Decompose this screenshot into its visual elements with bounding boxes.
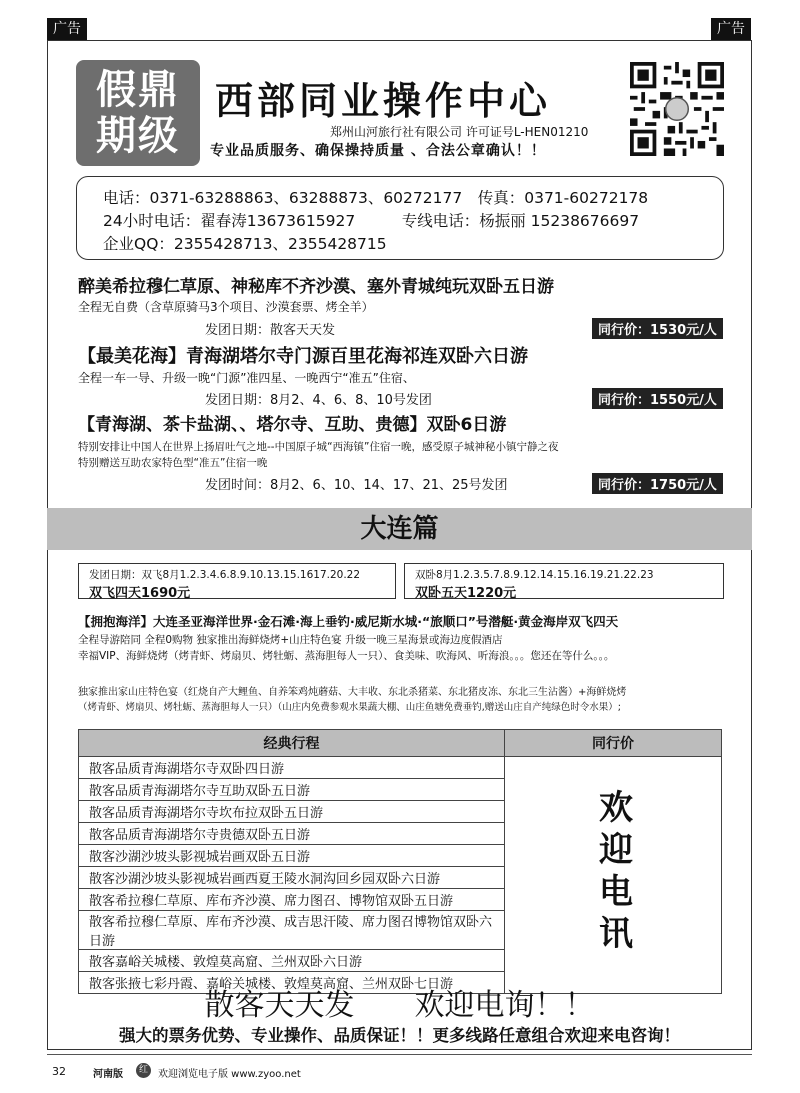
edition-badge-icon: 红 [136, 1063, 151, 1078]
contact-hotline: 24小时电话：翟春涛13673615927 专线电话：杨振丽 15238676697 [103, 212, 640, 230]
route-price-badge: 同行价：1550元/人 [592, 388, 723, 409]
table-row [79, 757, 722, 779]
route-desc-extra: 特别赠送互助农家特色型“准五”住宿一晚 [78, 457, 268, 469]
classic-routes-table [78, 729, 722, 994]
table-cell-route: 散客品质青海湖塔尔寺双卧四日游 [79, 757, 505, 779]
table-header-route: 经典行程 [79, 730, 505, 757]
section-banner-dalian: 大连篇 [47, 508, 752, 550]
dalian-flight-dates: 发团日期：双飞8月1.2.3.4.6.8.9.10.13.15.1617.20.22 [89, 569, 361, 581]
page-title: 西部同业操作中心 [215, 79, 552, 123]
table-cell-route: 散客沙湖沙坡头影视城岩画西夏王陵水洞沟回乡园双卧六日游 [79, 867, 505, 889]
contact-qq: 企业QQ：2355428713、2355428715 [103, 235, 387, 253]
table-cell-route: 散客沙湖沙坡头影视城岩画双卧五日游 [79, 845, 505, 867]
ad-tag-left: 广告 [47, 18, 87, 40]
table-cell-route: 散客张掖七彩丹霞、嘉峪关城楼、敦煌莫高窟、兰州双卧七日游 [79, 972, 505, 994]
table-cell-route: 散客希拉穆仁草原、库布齐沙漠、席力图召、博物馆双卧五日游 [79, 889, 505, 911]
page-number: 32 [52, 1065, 66, 1078]
route-price-badge: 同行价：1530元/人 [592, 318, 723, 339]
table-cell-route: 散客品质青海湖塔尔寺互助双卧五日游 [79, 779, 505, 801]
table-cell-route: 散客品质青海湖塔尔寺坎布拉双卧五日游 [79, 801, 505, 823]
dalian-train-price: 双卧五天1220元 [415, 586, 517, 601]
dalian-flight-price: 双飞四天1690元 [89, 586, 191, 601]
table-header-price: 同行价 [505, 730, 722, 757]
footer-rule [47, 1054, 752, 1055]
route-desc: 全程无自费（含草原骑马3个项目、沙漠套票、烤全羊） [78, 300, 374, 314]
route-title: 【最美花海】青海湖塔尔寺门源百里花海祁连双卧六日游 [78, 346, 528, 367]
route-title: 醉美希拉穆仁草原、神秘库不齐沙漠、塞外青城纯玩双卧五日游 [78, 277, 554, 297]
logo-line1: 假鼎 [96, 66, 180, 113]
route-depart: 发团时间：8月2、6、10、14、17、21、25号发团 [205, 478, 508, 493]
route-title: 【青海湖、茶卡盐湖、、塔尔寺、互助、贵德】双卧6日游 [78, 415, 507, 435]
company-license: 郑州山河旅行社有限公司 许可证号L-HEN01210 [330, 125, 589, 139]
slogan: 专业品质服务、确保操持质量 、合法公章确认！！ [210, 143, 546, 159]
contact-phone-line: 电话：0371-63288863、63288873、60272177 传真：0371-60272178 [103, 189, 649, 207]
dalian-line2: 幸福VIP、海鲜烧烤（烤青虾、烤扇贝、烤牡蛎、蒸海胆每人一只）、食美味、吹海风、听海浪。。。您还在等什么。。。 [78, 650, 615, 662]
table-cell-route: 散客嘉峪关城楼、敦煌莫高窟、兰州双卧六日游 [79, 950, 505, 972]
contact-box [76, 176, 724, 260]
dalian-tour-title: 【拥抱海洋】大连圣亚海洋世界·金石滩·海上垂钓·威尼斯水城·“旅顺口”号潜艇·黄金海岸双飞四天 [78, 614, 619, 629]
ad-tag-right: 广告 [711, 18, 751, 40]
dalian-line4: （烤青虾、烤扇贝、烤牡蛎、蒸海胆每人一只）（山庄内免费参观水果蔬大棚、山庄鱼塘免费垂钓,赠送山庄自产纯绿色时令水果）; [78, 702, 621, 713]
route-depart: 发团日期：8月2、4、6、8、10号发团 [205, 393, 432, 408]
route-desc: 特别安排让中国人在世界上扬眉吐气之地--中国原子城“西海镇”住宿一晚，感受原子城神秘小镇宁静之夜 [78, 441, 559, 453]
table-cell-route: 散客希拉穆仁草原、库布齐沙漠、成吉思汗陵、席力图召博物馆双卧六日游 [79, 911, 505, 950]
dalian-line1: 全程导游陪同 全程0购物 独家推出海鲜烧烤+山庄特色宴 升级一晚三星海景或海边度假酒店 [78, 634, 503, 646]
dalian-flight-box [78, 563, 396, 599]
table-cell-price [505, 757, 722, 994]
dalian-line3: 独家推出家山庄特色宴（红烧自产大鲤鱼、自养笨鸡炖蘑菇、大丰收、东北杀猪菜、东北猪皮冻、东北三生沾酱）+海鲜烧烤 [78, 687, 627, 698]
bottom-headline: 散客天天发 欢迎电询！！ [204, 988, 595, 1023]
route-depart: 发团日期：散客天天发 [205, 323, 336, 338]
welcome-call-text: 欢迎电讯 [592, 789, 633, 957]
logo-line2: 期级 [96, 112, 180, 159]
website-link[interactable]: 欢迎浏览电子版 www.zyoo.net [158, 1069, 301, 1080]
edition-label: 河南版 [93, 1069, 123, 1080]
logo [76, 60, 200, 166]
bottom-tagline: 强大的票务优势、专业操作、品质保证！！更多线路任意组合欢迎来电咨询！ [119, 1026, 680, 1045]
dalian-train-dates: 双卧8月1.2.3.5.7.8.9.12.14.15.16.19.21.22.23 [415, 569, 654, 581]
qr-code-icon[interactable] [630, 62, 724, 156]
route-price-badge: 同行价：1750元/人 [592, 473, 723, 494]
dalian-train-box [404, 563, 724, 599]
table-cell-route: 散客品质青海湖塔尔寺贵德双卧五日游 [79, 823, 505, 845]
route-desc: 全程一车一导、升级一晚“门源”准四星、一晚西宁“准五”住宿、 [78, 371, 415, 385]
